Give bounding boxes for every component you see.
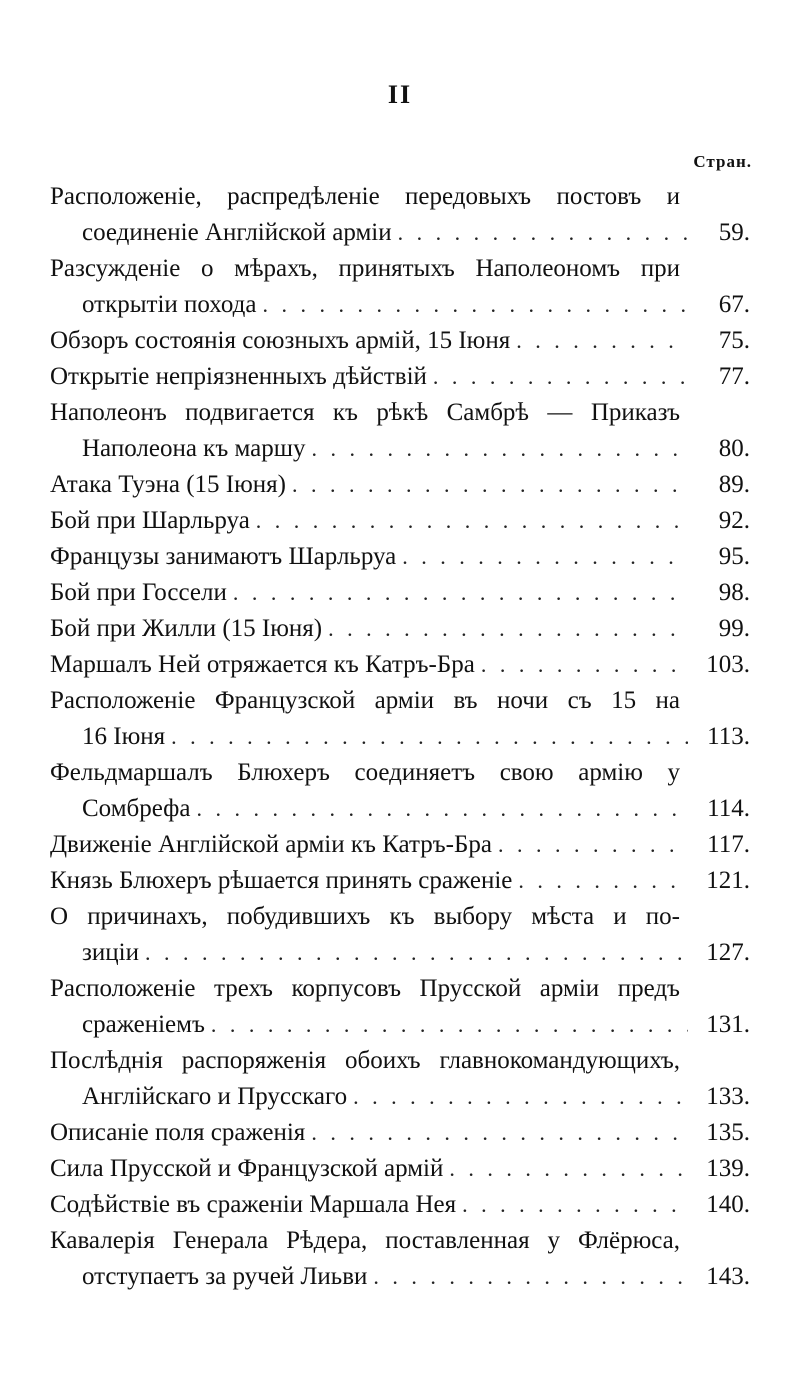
toc-entry-line <box>50 395 750 431</box>
toc-entry-line <box>50 1187 750 1223</box>
toc-page-number: 59. <box>718 219 750 246</box>
toc-entry <box>50 179 750 251</box>
dot-leader <box>233 575 688 611</box>
toc-entry-line <box>50 899 750 935</box>
dot-leader <box>516 323 688 359</box>
toc-entry-title: Расположеніе, распредѣленіе передовыхъ постовъ и <box>50 183 680 210</box>
toc-entry-title: Разсужденіе о мѣрахъ, принятыхъ Наполеономъ при <box>50 255 680 282</box>
toc-entry-title: О причинахъ, побудившихъ къ выбору мѣста и по- <box>50 903 680 930</box>
dot-leader <box>328 611 688 647</box>
toc-entry <box>50 611 750 647</box>
dot-leader <box>462 1187 688 1223</box>
toc-entry-continuation <box>50 1007 750 1043</box>
toc-entry <box>50 1223 750 1295</box>
toc-page-number: 117. <box>707 831 750 858</box>
toc-entry-line <box>50 863 750 899</box>
toc-page-number: 143. <box>706 1263 750 1290</box>
toc-entry-continuation <box>50 1259 750 1295</box>
toc-entry <box>50 395 750 467</box>
toc-entry-title: Кавалерія Генерала Рѣдера, поставленная у Флёрюса, <box>50 1227 680 1254</box>
toc-entry-title: зиціи <box>82 939 139 966</box>
dot-leader <box>211 1007 688 1043</box>
dot-leader <box>353 1079 688 1115</box>
toc-entry-title: Обзоръ состоянія союзныхъ армій, 15 Іюня <box>50 327 511 354</box>
toc-entry-continuation <box>50 431 750 467</box>
toc-entry <box>50 683 750 755</box>
dot-leader <box>402 539 688 575</box>
toc-entry <box>50 539 750 575</box>
toc-entry-line <box>50 827 750 863</box>
toc-entry-line <box>50 575 750 611</box>
toc-entry <box>50 827 750 863</box>
toc-entry <box>50 1043 750 1115</box>
toc-entry-line <box>50 1115 750 1151</box>
toc-entry <box>50 863 750 899</box>
toc-entry-line <box>50 1043 750 1079</box>
toc-entry-line <box>50 611 750 647</box>
toc-entry-title: Расположеніе Французской арміи въ ночи съ 15 на <box>50 687 680 714</box>
table-of-contents <box>50 179 750 1295</box>
toc-entry <box>50 1151 750 1187</box>
toc-page-number: 99. <box>718 615 750 642</box>
toc-entry-title: Фельдмаршалъ Блюхеръ соединяетъ свою армію у <box>50 759 680 786</box>
toc-entry-line <box>50 323 750 359</box>
toc-entry-line <box>50 971 750 1007</box>
dot-leader <box>171 719 688 755</box>
toc-entry-title: Французы занимаютъ Шарльруа <box>50 543 397 570</box>
toc-entry-line <box>50 503 750 539</box>
toc-entry-title: Расположеніе трехъ корпусовъ Прусской арміи предъ <box>50 975 680 1002</box>
dot-leader <box>292 467 688 503</box>
toc-entry <box>50 323 750 359</box>
toc-entry-line <box>50 467 750 503</box>
toc-entry-title: Послѣднія распоряженія обоихъ главнокомандующихъ, <box>50 1047 680 1074</box>
toc-entry-line <box>50 179 750 215</box>
toc-entry-title: Движеніе Англійской арміи къ Катръ-Бра <box>50 831 492 858</box>
toc-entry-title: Содѣйствіе въ сраженіи Маршала Нея <box>50 1191 457 1218</box>
toc-entry-title: Наполеонъ подвигается къ рѣкѣ Самбрѣ — Приказъ <box>50 399 680 426</box>
toc-entry <box>50 647 750 683</box>
toc-entry <box>50 1187 750 1223</box>
toc-entry <box>50 575 750 611</box>
toc-page-number: 75. <box>718 327 750 354</box>
toc-entry-title: соединеніе Англійской арміи <box>82 219 392 246</box>
toc-entry-title: Атака Туэна (15 Іюня) <box>50 471 287 498</box>
toc-page-number: 113. <box>707 723 750 750</box>
toc-entry-title: Маршалъ Ней отряжается къ Катръ-Бра <box>50 651 475 678</box>
toc-entry-continuation <box>50 215 750 251</box>
toc-entry-title: Князь Блюхеръ рѣшается принять сраженіе <box>50 867 513 894</box>
toc-page-number: 89. <box>718 471 750 498</box>
toc-entry-line <box>50 1223 750 1259</box>
toc-entry-line <box>50 359 750 395</box>
toc-entry-line <box>50 251 750 287</box>
toc-entry-continuation <box>50 287 750 323</box>
toc-entry-continuation <box>50 1079 750 1115</box>
toc-entry-title: Англійскаго и Прусскаго <box>82 1083 348 1110</box>
toc-entry <box>50 755 750 827</box>
page-number: II <box>387 80 413 109</box>
toc-entry <box>50 1115 750 1151</box>
page-column-header: Стран. <box>693 152 752 171</box>
toc-entry-line <box>50 647 750 683</box>
toc-page-number: 92. <box>718 507 750 534</box>
toc-entry-title: открытіи похода <box>82 291 257 318</box>
toc-entry-title: Сила Прусской и Французской армій <box>50 1155 444 1182</box>
toc-entry-title: Наполеона къ маршу <box>82 435 306 462</box>
toc-entry-title: Открытіе непріязненныхъ дѣйствій <box>50 363 427 390</box>
toc-page-number: 139. <box>706 1155 750 1182</box>
dot-leader <box>433 359 688 395</box>
dot-leader <box>262 287 688 323</box>
toc-page-number: 135. <box>706 1119 750 1146</box>
dot-leader <box>311 1115 688 1151</box>
toc-page-number: 67. <box>718 291 750 318</box>
toc-entry <box>50 251 750 323</box>
toc-entry-title: отступаетъ за ручей Лиьви <box>82 1263 368 1290</box>
toc-page-number: 103. <box>706 651 750 678</box>
toc-page-number: 140. <box>706 1191 750 1218</box>
toc-page-number: 80. <box>718 435 750 462</box>
toc-page-number: 77. <box>718 363 750 390</box>
toc-page-number: 121. <box>706 867 750 894</box>
toc-entry <box>50 359 750 395</box>
dot-leader <box>518 863 688 899</box>
toc-entry-title: Бой при Госсели <box>50 579 227 606</box>
toc-page-number: 95. <box>718 543 750 570</box>
toc-entry-title: Описаніе поля сраженія <box>50 1119 306 1146</box>
toc-entry-continuation <box>50 719 750 755</box>
dot-leader <box>256 503 688 539</box>
dot-leader <box>449 1151 688 1187</box>
toc-entry-line <box>50 539 750 575</box>
dot-leader <box>373 1259 688 1295</box>
toc-page-number: 127. <box>706 939 750 966</box>
toc-entry-line <box>50 1151 750 1187</box>
toc-entry <box>50 467 750 503</box>
dot-leader <box>498 827 688 863</box>
toc-page-number: 114. <box>707 795 750 822</box>
toc-entry <box>50 971 750 1043</box>
toc-entry-line <box>50 755 750 791</box>
toc-entry-title: Сомбрефа <box>82 795 191 822</box>
toc-entry-title: 16 Іюня <box>82 723 166 750</box>
dot-leader <box>312 431 689 467</box>
toc-page-number: 131. <box>706 1011 750 1038</box>
dot-leader <box>398 215 688 251</box>
toc-entry <box>50 899 750 971</box>
toc-entry <box>50 503 750 539</box>
toc-entry-title: Бой при Жилли (15 Іюня) <box>50 615 323 642</box>
dot-leader <box>196 791 688 827</box>
toc-entry-continuation <box>50 935 750 971</box>
toc-entry-title: сраженіемъ <box>82 1011 205 1038</box>
toc-entry-continuation <box>50 791 750 827</box>
toc-page-number: 98. <box>718 579 750 606</box>
toc-entry-title: Бой при Шарльруа <box>50 507 250 534</box>
toc-entry-line <box>50 683 750 719</box>
dot-leader <box>481 647 688 683</box>
dot-leader <box>145 935 688 971</box>
toc-page-number: 133. <box>706 1083 750 1110</box>
